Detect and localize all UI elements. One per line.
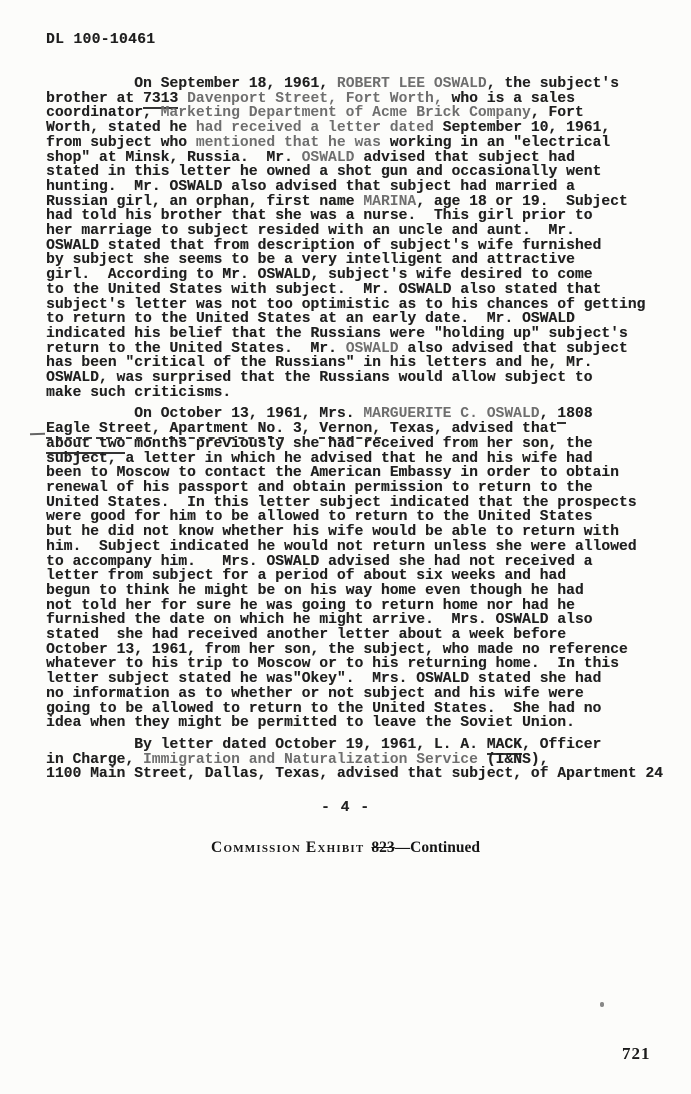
text-line [46, 371, 676, 386]
text-segment: him. Subject indicated he would not return unless she were allowed [46, 538, 637, 555]
file-number: DL 100-10461 [46, 32, 156, 48]
paragraph [46, 77, 676, 400]
text-segment: Vernon, [319, 421, 381, 438]
text-segment: girl. According to Mr. OSWALD, subject's wife desired to come [46, 267, 593, 284]
text-segment: OSWALD [301, 149, 355, 166]
text-segment: been to Moscow to contact the American Embassy in order to obtain [46, 465, 619, 482]
text-line [46, 584, 676, 599]
text-segment: advised that subject had [354, 149, 575, 166]
text-segment: but he did not know whether his wife would be able to return with [46, 524, 619, 541]
text-segment: Marketing Department of Acme Brick Company [160, 105, 531, 122]
text-segment: September 10, 1961, [433, 120, 611, 137]
text-segment: 1 [557, 406, 567, 423]
text-line [46, 253, 676, 268]
text-segment: working in an "electrical [380, 134, 611, 151]
text-line [46, 283, 676, 298]
text-line [46, 753, 676, 768]
text-segment: Russian girl, an orphan, first name [46, 193, 364, 210]
text-segment: On September 18, 1961, [46, 76, 337, 92]
text-line [46, 106, 676, 121]
text-line [46, 195, 676, 210]
exhibit-caption-title: Commission Exhibit [211, 839, 365, 856]
text-segment: , [151, 421, 170, 438]
text-line [46, 342, 676, 357]
text-segment: United States. In this letter subject indicated that the prospects [46, 494, 637, 511]
text-segment: Texas, advised that [380, 421, 558, 438]
text-segment: OSWALD, was surprised that the Russians would allow subject to [46, 370, 593, 387]
text-segment: , Fort [530, 105, 584, 122]
text-segment: 3, [284, 421, 320, 438]
text-segment: 808 [566, 406, 593, 423]
text-segment: , [539, 406, 558, 423]
text-segment: idea when they might be permitted to leave the Soviet Union. [46, 715, 575, 732]
text-segment: has been "critical of the Russians" in his letters and he, Mr. [46, 355, 593, 372]
text-segment: also advised that subject [398, 340, 628, 357]
text-segment: 7313 [142, 90, 179, 107]
text-line [46, 510, 676, 525]
text-line [46, 738, 676, 753]
text-segment: stated she had received another letter about a week before [46, 627, 567, 644]
text-line [46, 672, 676, 687]
text-segment: , age 18 or 19. Subject [416, 193, 628, 210]
text-segment: renewal of his passport and obtain permission to return to the [46, 479, 593, 496]
text-line [46, 327, 676, 342]
text-segment: make such criticisms. [46, 384, 232, 401]
text-segment: OSWALD [345, 340, 399, 357]
text-line [46, 716, 676, 731]
text-line [46, 268, 676, 283]
text-line [46, 422, 676, 437]
text-segment: by subject she seems to be a very intelligent and attractive [46, 252, 575, 269]
text-segment: MARGUERITE C. OSWALD [363, 406, 540, 423]
text-segment: indicated his belief that the Russians were "holding up" subject's [46, 325, 628, 342]
text-segment: had received a letter dated [195, 120, 434, 137]
text-segment: On October 13, 1961, Mrs. [46, 406, 364, 423]
text-line [46, 628, 676, 643]
text-segment: about two [46, 435, 126, 452]
folio-number: 721 [622, 1044, 651, 1063]
text-segment: subject's letter was not too optimistic as to his chances of getting [46, 296, 646, 313]
text-line [46, 121, 676, 136]
text-line [46, 312, 676, 327]
text-segment: Apartment No. [169, 421, 285, 438]
text-segment: Immigration and Naturalization Service [142, 751, 478, 768]
paragraph [46, 407, 676, 730]
text-segment: to return to the United States at an early date. Mr. OSWALD [46, 311, 575, 328]
document-body [46, 77, 676, 789]
text-segment: to accompany him. Mrs. OSWALD advised she had not received a [46, 553, 593, 570]
text-segment: ROBERT LEE OSWALD [336, 76, 487, 92]
text-line [46, 239, 676, 254]
text-line [46, 165, 676, 180]
text-line [46, 224, 676, 239]
text-segment: By letter dated October 19, 1961, L. A. [46, 736, 487, 753]
text-line [46, 77, 676, 92]
text-segment: coordinator, [46, 105, 161, 122]
text-segment: who is a sales [442, 90, 575, 107]
pencil-underline-mark [30, 433, 45, 436]
text-segment: furnished the date on which he might arrive. Mrs. OSWALD also [46, 612, 593, 629]
text-segment: MARINA [363, 193, 417, 210]
text-segment: 1100 Main Street, Dallas, Texas, advised that subject, of Apartment 24 [46, 766, 663, 783]
text-segment: had told his brother that she was a nurse. This girl prior to [46, 208, 593, 225]
text-line [46, 386, 676, 401]
text-line [46, 540, 676, 555]
text-segment: shop" at Minsk, Russia. Mr. [46, 149, 302, 166]
text-line [46, 407, 676, 422]
text-segment: begun to think he might be on his way home even though he had [46, 582, 584, 599]
text-segment: months previously she had received from her son, the [125, 435, 593, 452]
text-segment: Eagle Street [46, 421, 152, 438]
text-line [46, 702, 676, 717]
text-line [46, 657, 676, 672]
text-segment: return to the United States. Mr. [46, 340, 346, 357]
text-segment: , Officer [521, 736, 602, 753]
text-line [46, 525, 676, 540]
text-line [46, 481, 676, 496]
text-segment: no information as to whether or not subject and his wife were [46, 685, 584, 702]
text-line [46, 599, 676, 614]
text-segment: (I&NS), [477, 751, 549, 768]
paragraph [46, 738, 676, 782]
ink-speck [600, 1002, 604, 1007]
text-line [46, 555, 676, 570]
text-line [46, 643, 676, 658]
text-line [46, 452, 676, 467]
text-segment: were good for him to be allowed to return to the United States [46, 509, 593, 526]
text-segment: to the United States with subject. Mr. OSWALD also stated that [46, 281, 602, 298]
text-segment: going to be allowed to return to the United States. She had no [46, 700, 602, 717]
text-segment: Davenport Street, Fort Worth, [187, 90, 443, 107]
text-line [46, 180, 676, 195]
text-segment: OSWALD stated that from description of subject's wife furnished [46, 237, 602, 254]
text-line [46, 209, 676, 224]
text-segment: not told her for sure he was going to return home nor had he [46, 597, 575, 614]
text-segment: MACK [486, 736, 522, 753]
text-segment: whatever to his trip to Moscow or to his returning home. In this [46, 656, 619, 673]
text-line [46, 687, 676, 702]
exhibit-caption [0, 839, 691, 857]
text-segment: stated in this letter he owned a shot gun and occasionally went [46, 164, 602, 181]
text-segment: October 13, 1961, from her son, the subject, who made no reference [46, 641, 628, 658]
text-segment: her marriage to subject resided with an uncle and aunt. Mr. [46, 223, 575, 240]
text-segment: Worth, stated he [46, 120, 196, 137]
exhibit-number: 823 [371, 839, 395, 856]
exhibit-caption-continued: —Continued [394, 839, 480, 856]
text-line [46, 356, 676, 371]
text-segment: mentioned that he was [195, 134, 381, 151]
text-segment: brother at [46, 90, 143, 107]
text-segment: letter subject stated he was"Okey". Mrs. OSWALD stated she had [46, 671, 602, 688]
text-line [46, 613, 676, 628]
text-line [46, 466, 676, 481]
text-line [46, 136, 676, 151]
text-segment: in Charge, [46, 751, 143, 768]
text-line [46, 151, 676, 166]
page-number: - 4 - [320, 800, 371, 816]
text-line [46, 569, 676, 584]
text-segment: , the subject's [486, 76, 619, 92]
text-segment: subject, a letter in which he advised that he and his wife had [46, 450, 593, 467]
text-segment: letter from subject for a period of about six weeks and had [46, 568, 567, 585]
text-segment: from subject who [46, 134, 196, 151]
text-line [46, 298, 676, 313]
text-segment: hunting. Mr. OSWALD also advised that subject had married a [46, 178, 575, 195]
text-line [46, 496, 676, 511]
text-line [46, 767, 676, 782]
text-line [46, 437, 676, 452]
